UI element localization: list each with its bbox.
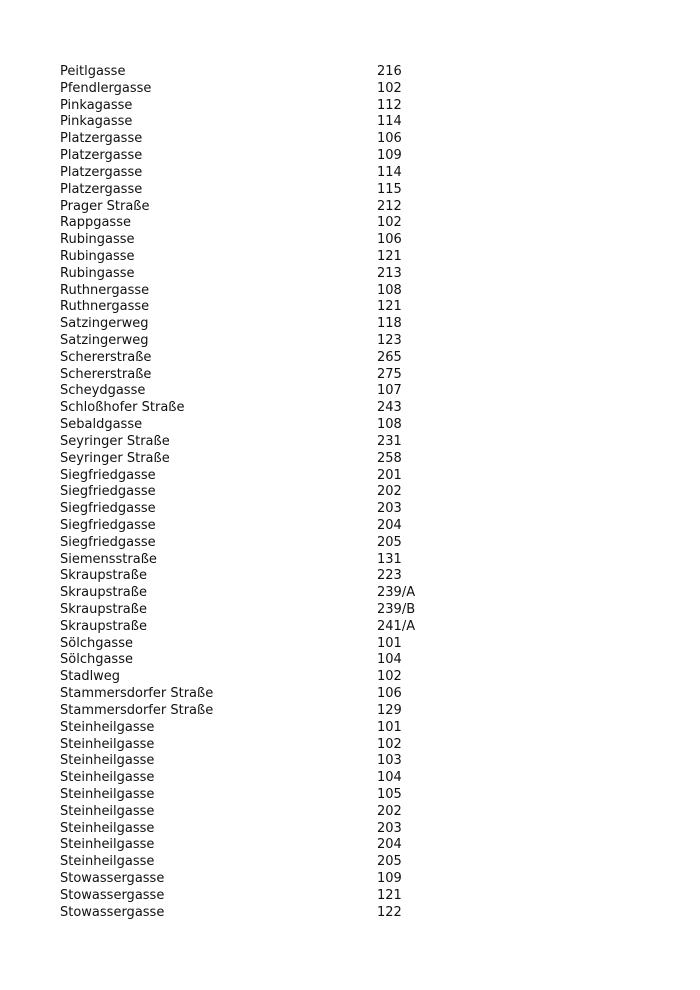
- street-name: Schloßhofer Straße: [60, 400, 185, 416]
- house-number: 102: [377, 215, 402, 231]
- street-name: Ruthnergasse: [60, 282, 150, 298]
- house-number: 105: [377, 786, 402, 802]
- street-name: Stammersdorfer Straße: [60, 686, 214, 702]
- street-name: Siegfriedgasse: [60, 501, 156, 517]
- street-name: Stowassergasse: [60, 904, 165, 920]
- street-name: Steinheilgasse: [60, 803, 155, 819]
- table-row: [60, 333, 660, 350]
- house-number: 203: [377, 820, 402, 836]
- house-number: 243: [377, 400, 402, 416]
- table-row: [60, 568, 660, 585]
- house-number: 213: [377, 265, 402, 281]
- street-name: Sölchgasse: [60, 652, 133, 668]
- house-number: 223: [377, 568, 402, 584]
- house-number: 107: [377, 383, 402, 399]
- table-row: [60, 619, 660, 636]
- street-name: Skraupstraße: [60, 585, 147, 601]
- street-name: Stowassergasse: [60, 887, 165, 903]
- table-row: [60, 114, 660, 131]
- street-name: Siegfriedgasse: [60, 517, 156, 533]
- house-number: 212: [377, 198, 402, 214]
- table-row: [60, 383, 660, 400]
- street-name: Satzingerweg: [60, 316, 149, 332]
- street-name: Platzergasse: [60, 148, 143, 164]
- house-number: 101: [377, 635, 402, 651]
- street-name: Siemensstraße: [60, 551, 157, 567]
- street-name: Stadlweg: [60, 669, 121, 685]
- table-row: [60, 199, 660, 216]
- house-number: 239/B: [377, 602, 416, 617]
- table-row: [60, 182, 660, 199]
- street-name: Skraupstraße: [60, 618, 147, 634]
- house-number: 202: [377, 803, 402, 819]
- house-number: 106: [377, 686, 402, 702]
- table-row: [60, 804, 660, 821]
- street-name: Pfendlergasse: [60, 80, 152, 96]
- table-row: [60, 669, 660, 686]
- house-number: 258: [377, 450, 402, 466]
- street-name: Platzergasse: [60, 164, 143, 180]
- table-row: [60, 787, 660, 804]
- street-name: Satzingerweg: [60, 333, 149, 348]
- table-row: [60, 367, 660, 384]
- table-row: [60, 854, 660, 871]
- table-row: [60, 283, 660, 300]
- table-row: [60, 703, 660, 720]
- table-row: [60, 451, 660, 468]
- street-name: Stammersdorfer Straße: [60, 702, 214, 718]
- table-row: [60, 905, 660, 922]
- street-name: Rubingasse: [60, 232, 135, 248]
- house-number: 131: [377, 551, 402, 567]
- house-number: 129: [377, 702, 402, 718]
- table-row: [60, 81, 660, 98]
- house-number: 114: [377, 164, 402, 180]
- house-number: 203: [377, 501, 402, 517]
- house-number: 216: [377, 64, 402, 79]
- house-number: 202: [377, 484, 402, 500]
- street-name: Stowassergasse: [60, 871, 165, 886]
- street-name: Sölchgasse: [60, 635, 133, 651]
- house-number: 121: [377, 299, 402, 315]
- house-number: 109: [377, 871, 402, 886]
- house-number: 102: [377, 736, 402, 752]
- house-number: 102: [377, 80, 402, 96]
- street-name: Peitlgasse: [60, 64, 126, 79]
- street-name: Steinheilgasse: [60, 753, 155, 769]
- house-number: 104: [377, 652, 402, 668]
- table-row: [60, 316, 660, 333]
- street-name: Siegfriedgasse: [60, 484, 156, 500]
- house-number: 118: [377, 316, 402, 332]
- street-name: Steinheilgasse: [60, 770, 155, 786]
- house-number: 275: [377, 366, 402, 382]
- street-name: Seyringer Straße: [60, 450, 170, 466]
- street-name: Platzergasse: [60, 131, 143, 147]
- table-row: [60, 552, 660, 569]
- street-name: Siegfriedgasse: [60, 534, 156, 550]
- table-row: [60, 737, 660, 754]
- street-name: Rubingasse: [60, 248, 135, 264]
- street-name: Skraupstraße: [60, 568, 147, 584]
- address-list: [60, 64, 660, 921]
- house-number: 121: [377, 887, 402, 903]
- house-number: 204: [377, 837, 402, 853]
- table-row: [60, 232, 660, 249]
- house-number: 231: [377, 433, 402, 449]
- table-row: [60, 753, 660, 770]
- table-row: [60, 64, 660, 81]
- house-number: 121: [377, 248, 402, 264]
- table-row: [60, 871, 660, 888]
- house-number: 239/A: [377, 585, 416, 601]
- street-name: Steinheilgasse: [60, 736, 155, 752]
- street-name: Skraupstraße: [60, 602, 147, 617]
- house-number: 108: [377, 282, 402, 298]
- house-number: 108: [377, 417, 402, 433]
- street-name: Ruthnergasse: [60, 299, 150, 315]
- table-row: [60, 720, 660, 737]
- table-row: [60, 350, 660, 367]
- street-name: Scheydgasse: [60, 383, 146, 399]
- table-row: [60, 400, 660, 417]
- house-number: 101: [377, 719, 402, 735]
- table-row: [60, 249, 660, 266]
- house-number: 204: [377, 517, 402, 533]
- street-name: Steinheilgasse: [60, 837, 155, 853]
- table-row: [60, 636, 660, 653]
- house-number: 106: [377, 232, 402, 248]
- table-row: [60, 585, 660, 602]
- table-row: [60, 501, 660, 518]
- table-row: [60, 468, 660, 485]
- house-number: 122: [377, 904, 402, 920]
- table-row: [60, 535, 660, 552]
- table-row: [60, 770, 660, 787]
- table-row: [60, 518, 660, 535]
- street-name: Steinheilgasse: [60, 719, 155, 735]
- street-name: Siegfriedgasse: [60, 467, 156, 483]
- street-name: Platzergasse: [60, 181, 143, 197]
- street-name: Pinkagasse: [60, 114, 133, 130]
- table-row: [60, 484, 660, 501]
- house-number: 205: [377, 534, 402, 550]
- house-number: 103: [377, 753, 402, 769]
- table-row: [60, 165, 660, 182]
- house-number: 115: [377, 181, 402, 197]
- house-number: 241/A: [377, 618, 416, 634]
- street-name: Seyringer Straße: [60, 433, 170, 449]
- street-name: Steinheilgasse: [60, 786, 155, 802]
- street-name: Schererstraße: [60, 366, 152, 382]
- table-row: [60, 417, 660, 434]
- street-name: Steinheilgasse: [60, 820, 155, 836]
- house-number: 102: [377, 669, 402, 685]
- house-number: 114: [377, 114, 402, 130]
- table-row: [60, 837, 660, 854]
- street-name: Rappgasse: [60, 215, 131, 231]
- table-row: [60, 266, 660, 283]
- table-row: [60, 686, 660, 703]
- table-row: [60, 215, 660, 232]
- table-row: [60, 299, 660, 316]
- house-number: 265: [377, 349, 402, 365]
- street-name: Rubingasse: [60, 265, 135, 281]
- street-name: Pinkagasse: [60, 97, 133, 113]
- table-row: [60, 821, 660, 838]
- table-row: [60, 98, 660, 115]
- table-row: [60, 131, 660, 148]
- table-row: [60, 888, 660, 905]
- table-row: [60, 602, 660, 619]
- house-number: 104: [377, 770, 402, 786]
- table-row: [60, 434, 660, 451]
- table-row: [60, 148, 660, 165]
- house-number: 201: [377, 467, 402, 483]
- house-number: 109: [377, 148, 402, 164]
- street-name: Prager Straße: [60, 198, 150, 214]
- street-name: Sebaldgasse: [60, 417, 143, 433]
- street-name: Steinheilgasse: [60, 854, 155, 870]
- house-number: 112: [377, 97, 402, 113]
- table-row: [60, 652, 660, 669]
- street-name: Schererstraße: [60, 349, 152, 365]
- house-number: 123: [377, 333, 402, 348]
- house-number: 106: [377, 131, 402, 147]
- house-number: 205: [377, 854, 402, 870]
